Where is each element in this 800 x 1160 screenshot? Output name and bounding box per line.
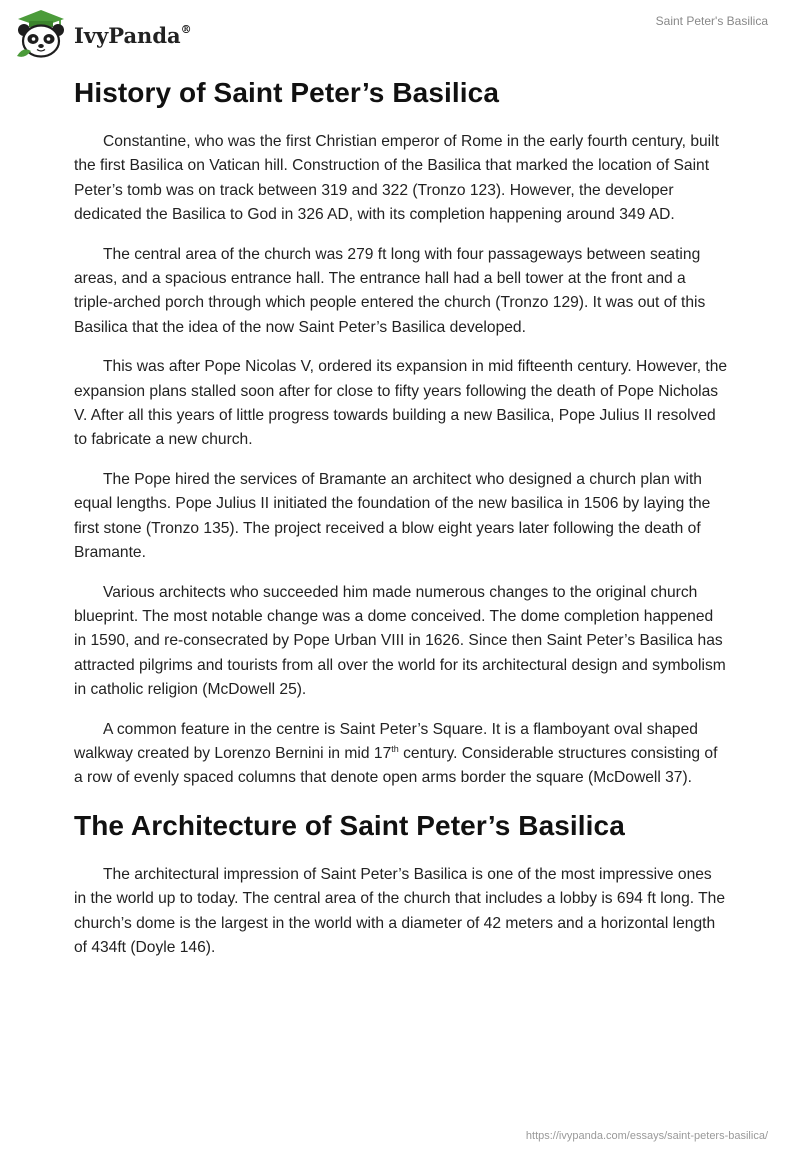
text-segment: century. Considerable structures consisting of a row of evenly spaced columns that denote open arms border the square (McDowell 37). xyxy=(74,744,718,787)
page-header xyxy=(0,0,800,70)
section-heading-architecture: The Architecture of Saint Peter’s Basilica xyxy=(74,809,625,841)
section-heading-history: History of Saint Peter’s Basilica xyxy=(74,77,500,108)
source-url[interactable]: https://ivypanda.com/essays/saint-peters-basilica/ xyxy=(525,1130,768,1142)
paragraph: The Pope hired the services of Bramante an architect who designed a church plan with equal lengths. Pope Julius II initiated the foundation of the new basilica in 1506 by laying the first stone (Tronzo 135). The project received a blow eight years later following the death of Bramante. xyxy=(74,470,711,562)
paragraph: This was after Pope Nicolas V, ordered its expansion in mid fifteenth century. However, the expansion plans stalled soon after for close to fifty years following the death of Pope Nicholas V. After all this years of little progress towards building a new Basilica, Pope Julius II resolved to fabricate a new church. xyxy=(74,358,728,449)
brand-name: IvyPanda® xyxy=(74,22,192,48)
paragraph-square xyxy=(74,718,728,791)
running-title: Saint Peter's Basilica xyxy=(655,14,768,28)
paragraph: The central area of the church was 279 ft long with four passageways between seating areas, and a spacious entrance hall. The entrance hall had a bell tower at the front and a triple-arched porch through which people entered the church (Tronzo 129). It was out of this Basilica that the idea of the now Saint Peter’s Basilica developed. xyxy=(74,245,706,336)
text-segment: A common feature in the centre is Saint Peter’s Square. It is a flamboyant oval shaped walkway created by Lorenzo Bernini in mid 17 xyxy=(74,720,698,762)
paragraph: The architectural impression of Saint Peter’s Basilica is one of the most impressive ones in the world up to today. The central area of the church that includes a lobby is 694 ft long. The church’s dome is the largest in the world with a diameter of 42 meters and a horizontal length of 434ft (Doyle 146). xyxy=(74,865,726,956)
paragraph: Constantine, who was the first Christian emperor of Rome in the early fourth century, built the first Basilica on Vatican hill. Construction of the Basilica that marked the location of Saint Peter’s tomb was on track between 319 and 322 (Tronzo 123). However, the developer dedicated the Basilica to God in 326 AD, with its completion happening around 349 AD. xyxy=(74,133,719,224)
paragraph: Various architects who succeeded him made numerous changes to the original church blueprint. The most notable change was a dome conceived. The dome completion happened in 1590, and re-consecrated by Pope Urban VIII in 1626. Since then Saint Peter’s Basilica has attracted pilgrims and tourists from all over the world for its architectural design and symbolism in catholic religion (McDowell 25). xyxy=(74,583,726,699)
registered-mark: ® xyxy=(180,22,192,36)
panda-graduate-icon xyxy=(14,8,68,60)
superscript: th xyxy=(391,743,399,754)
essay-body xyxy=(74,70,728,975)
ivypanda-logo[interactable] xyxy=(14,8,192,60)
